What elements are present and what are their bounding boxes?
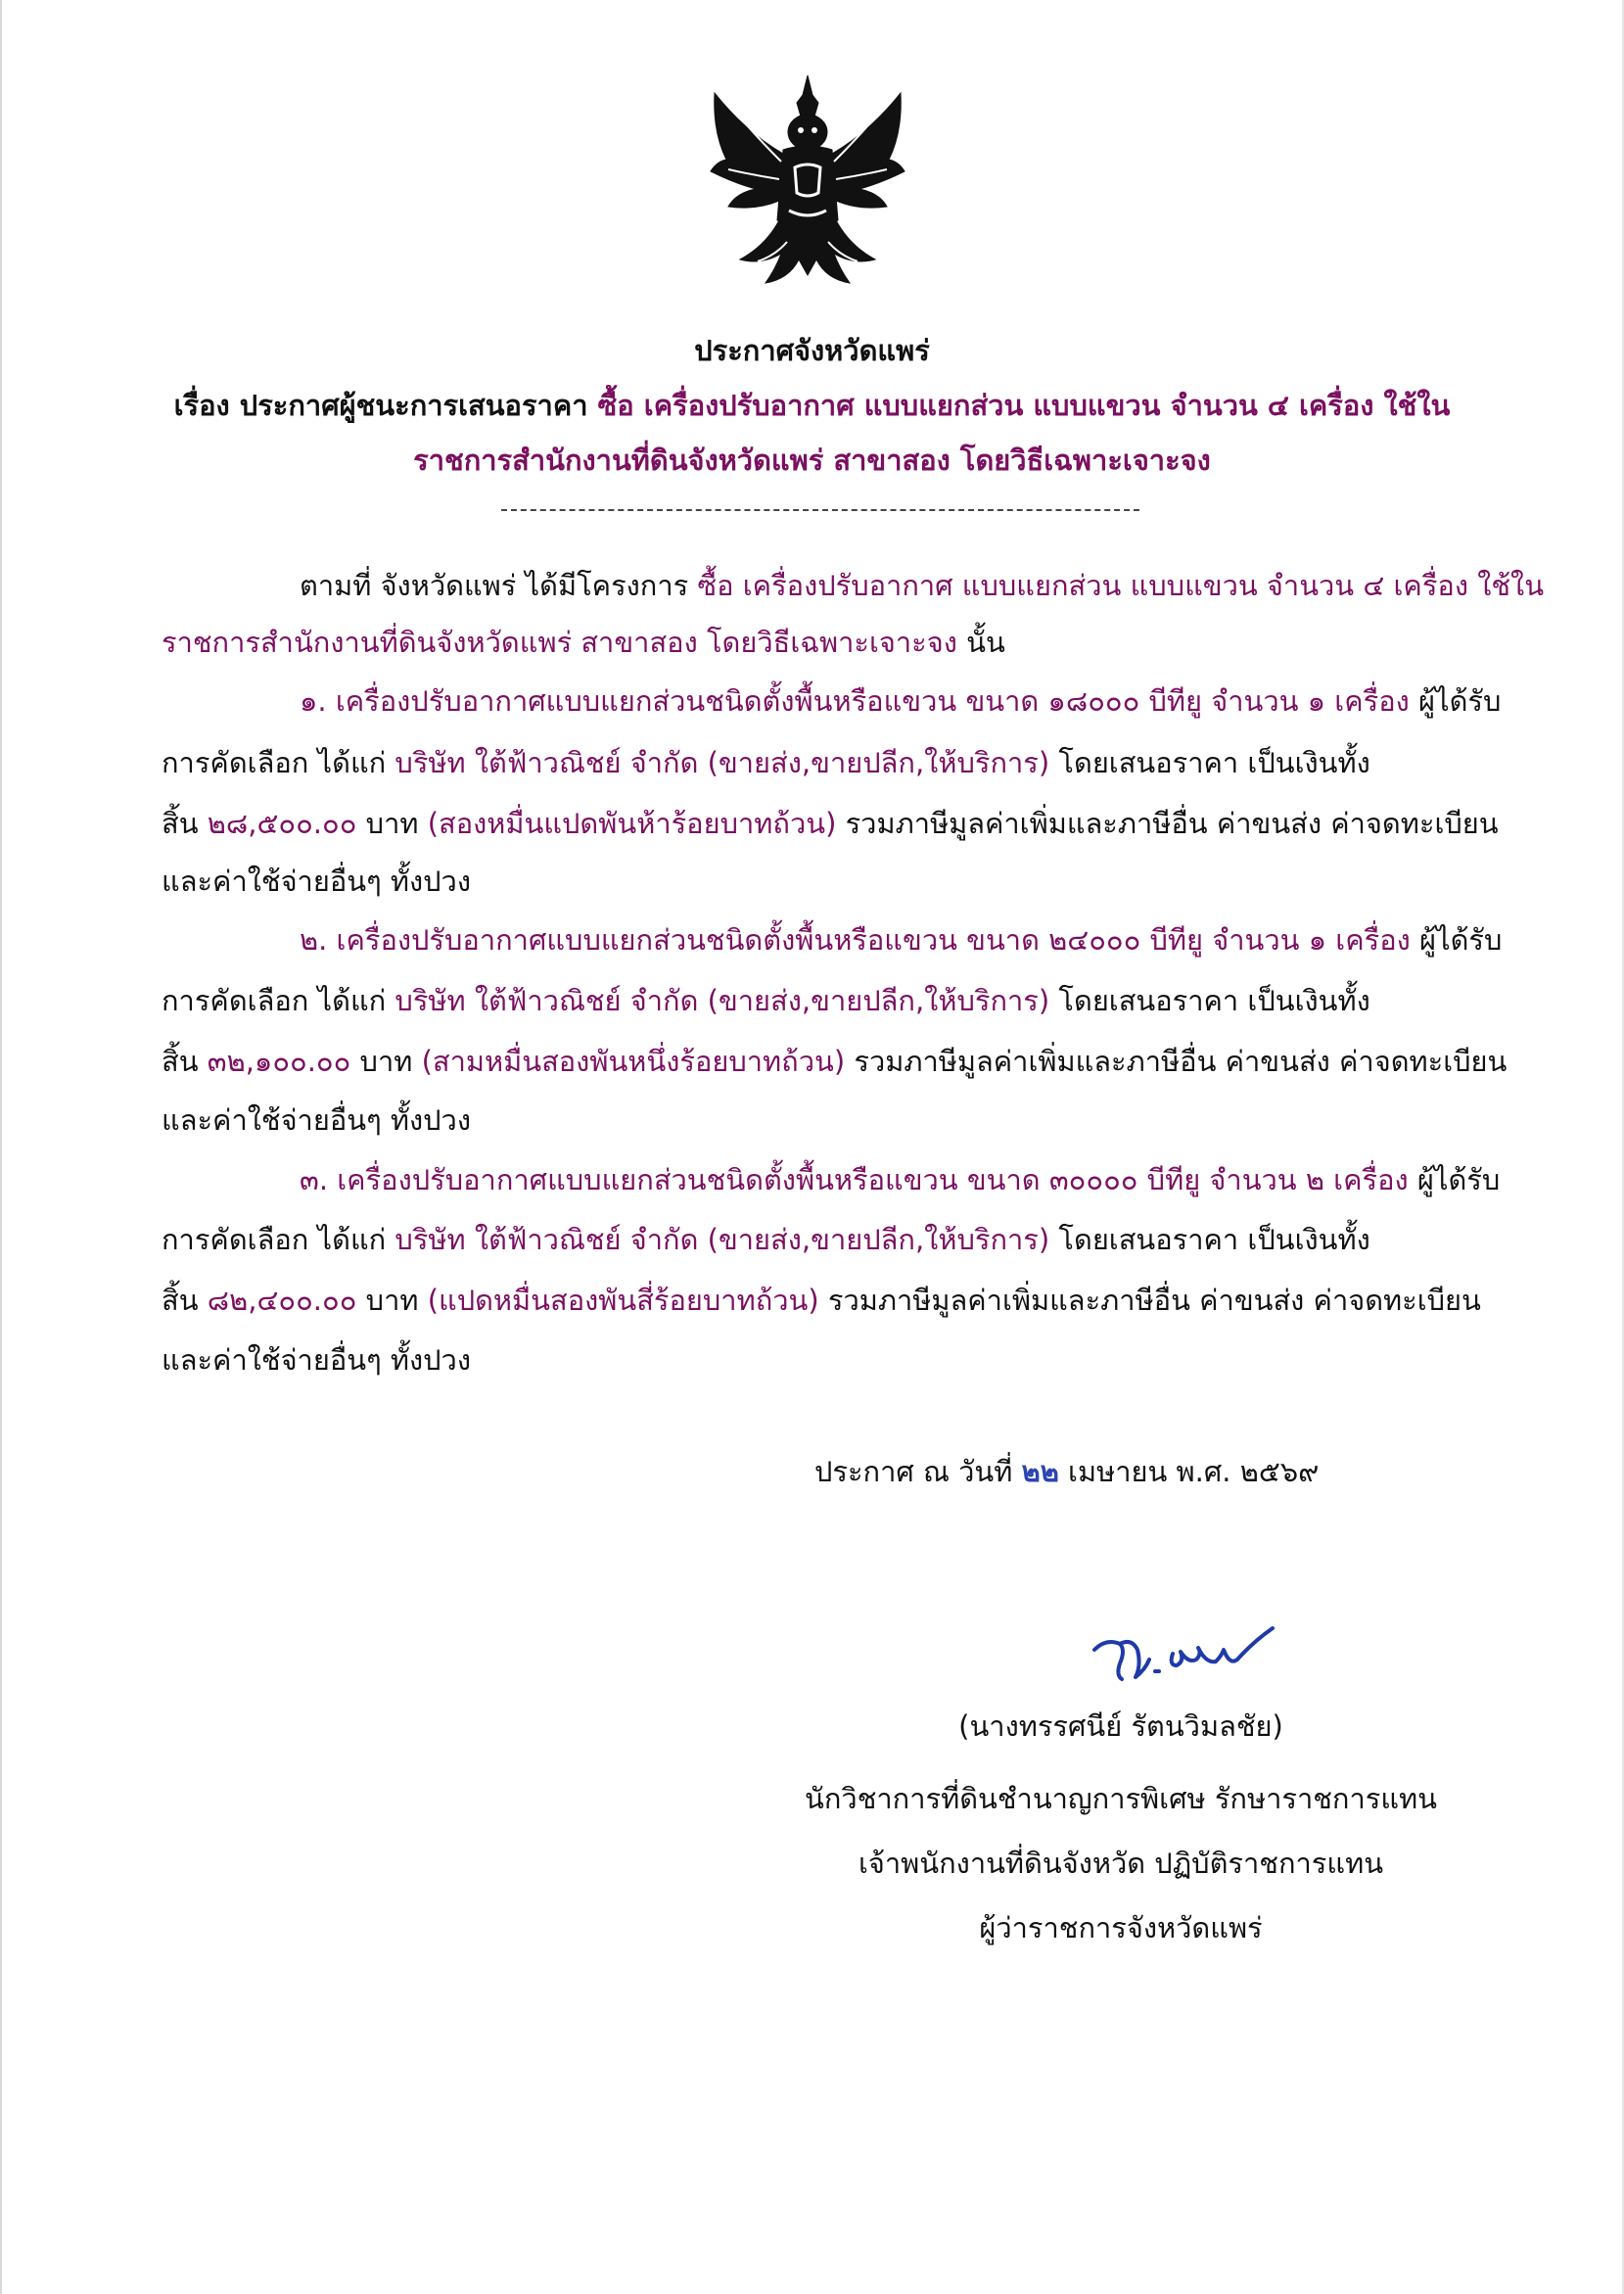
item-description: ๒. เครื่องปรับอากาศแบบแยกส่วนชนิดตั้งพื้นหรือแขวน ขนาด ๒๔๐๐๐ บีทียู จำนวน ๑ เครื่อง: [300, 923, 1411, 957]
subject-prefix: เรื่อง ประกาศผู้ชนะการเสนอราคา: [173, 389, 598, 422]
item-1-line-3: [162, 801, 1499, 846]
date-rest: เมษายน พ.ศ. ๒๕๖๙: [1058, 1455, 1320, 1488]
company-name: บริษัท ใต้ฟ้าวณิชย์ จำกัด (ขายส่ง,ขายปลีก,ให้บริการ): [394, 1223, 1050, 1256]
subject-highlight: ซื้อ เครื่องปรับอากาศ แบบแยกส่วน แบบแขวน จำนวน ๔ เครื่อง ใช้ใน: [597, 389, 1451, 422]
intro-suffix: นั้น: [956, 626, 1005, 659]
item-label: การคัดเลือก ได้แก่: [162, 1223, 395, 1256]
garuda-emblem-icon: [707, 73, 908, 297]
date-day: ๒๒: [1021, 1455, 1059, 1488]
signer-title-2: เจ้าพนักงานที่ดินจังหวัด ปฏิบัติราชการแทน: [858, 1847, 1384, 1880]
signer-name: (นางทรรศนีย์ รัตนวิมลชัย): [958, 1709, 1283, 1743]
item-label: โดยเสนอราคา เป็นเงินทั้ง: [1049, 746, 1370, 779]
amount: ๘๒,๔๐๐.๐๐: [207, 1284, 357, 1317]
item-label: สิ้น: [162, 1045, 208, 1078]
company-name: บริษัท ใต้ฟ้าวณิชย์ จำกัด (ขายส่ง,ขายปลีก,ให้บริการ): [394, 984, 1050, 1017]
divider: [501, 509, 1139, 511]
item-1-line-2: [162, 740, 1370, 785]
item-3-line-4: และค่าใช้จ่ายอื่นๆ ทั้งปวง: [162, 1343, 471, 1377]
intro-line-2: [162, 620, 1005, 665]
intro-line-1: [300, 563, 1544, 608]
company-name: บริษัท ใต้ฟ้าวณิชย์ จำกัด (ขายส่ง,ขายปลีก,ให้บริการ): [394, 746, 1050, 779]
item-1-line-1: [300, 679, 1501, 724]
item-label: รวมภาษีมูลค่าเพิ่มและภาษีอื่น ค่าขนส่ง ค่าจดทะเบียน: [818, 1284, 1481, 1317]
intro-highlight-1: ซื้อ เครื่องปรับอากาศ แบบแยกส่วน แบบแขวน จำนวน ๔ เครื่อง ใช้ใน: [697, 569, 1545, 602]
signer-title-1: นักวิชาการที่ดินชำนาญการพิเศษ รักษาราชการแทน: [805, 1782, 1437, 1815]
item-tail: ผู้ได้รับ: [1409, 684, 1502, 718]
item-description: ๓. เครื่องปรับอากาศแบบแยกส่วนชนิดตั้งพื้นหรือแขวน ขนาด ๓๐๐๐๐ บีทียู จำนวน ๒ เครื่อง: [300, 1163, 1409, 1196]
item-label: สิ้น: [162, 1284, 208, 1317]
item-2-line-4: และค่าใช้จ่ายอื่นๆ ทั้งปวง: [162, 1103, 471, 1137]
item-tail: ผู้ได้รับ: [1410, 923, 1503, 957]
amount-words: (แปดหมื่นสองพันสี่ร้อยบาทถ้วน): [427, 1284, 819, 1317]
subject-line-2: ราชการสำนักงานที่ดินจังหวัดแพร่ สาขาสอง โดยวิธีเฉพาะเจาะจง: [413, 444, 1211, 477]
intro-prefix: ตามที่ จังหวัดแพร่ ได้มีโครงการ: [300, 569, 698, 602]
handwritten-signature: [1087, 1620, 1282, 1694]
item-tail: ผู้ได้รับ: [1408, 1163, 1501, 1196]
item-label: โดยเสนอราคา เป็นเงินทั้ง: [1049, 984, 1370, 1017]
date-prefix: ประกาศ ณ วันที่: [814, 1455, 1022, 1488]
item-label: สิ้น: [162, 807, 208, 840]
item-label: บาท: [356, 1284, 428, 1317]
item-label: รวมภาษีมูลค่าเพิ่มและภาษีอื่น ค่าขนส่ง ค่าจดทะเบียน: [836, 807, 1499, 840]
item-label: บาท: [350, 1045, 422, 1078]
amount: ๒๘,๕๐๐.๐๐: [207, 807, 357, 840]
item-label: การคัดเลือก ได้แก่: [162, 984, 395, 1017]
item-label: บาท: [356, 807, 428, 840]
item-3-line-3: [162, 1278, 1481, 1323]
item-2-line-1: [300, 917, 1502, 962]
item-2-line-2: [162, 978, 1370, 1023]
item-2-line-3: [162, 1039, 1507, 1084]
item-3-line-1: [300, 1157, 1500, 1202]
item-description: ๑. เครื่องปรับอากาศแบบแยกส่วนชนิดตั้งพื้นหรือแขวน ขนาด ๑๘๐๐๐ บีทียู จำนวน ๑ เครื่อง: [300, 684, 1410, 718]
item-3-line-2: [162, 1217, 1370, 1262]
subject-line-1: [0, 383, 1624, 428]
item-label: รวมภาษีมูลค่าเพิ่มและภาษีอื่น ค่าขนส่ง ค่าจดทะเบียน: [845, 1045, 1508, 1078]
announcement-date: [814, 1449, 1319, 1494]
item-label: โดยเสนอราคา เป็นเงินทั้ง: [1049, 1223, 1370, 1256]
item-label: การคัดเลือก ได้แก่: [162, 746, 395, 779]
amount-words: (สองหมื่นแปดพันห้าร้อยบาทถ้วน): [427, 807, 837, 840]
amount: ๓๒,๑๐๐.๐๐: [207, 1045, 351, 1078]
intro-highlight-2: ราชการสำนักงานที่ดินจังหวัดแพร่ สาขาสอง โดยวิธีเฉพาะเจาะจง: [162, 626, 957, 659]
signer-title-3: ผู้ว่าราชการจังหวัดแพร่: [979, 1911, 1263, 1944]
amount-words: (สามหมื่นสองพันหนึ่งร้อยบาทถ้วน): [421, 1045, 846, 1078]
item-1-line-4: และค่าใช้จ่ายอื่นๆ ทั้งปวง: [162, 865, 471, 898]
document-title: ประกาศจังหวัดแพร่: [694, 334, 930, 367]
